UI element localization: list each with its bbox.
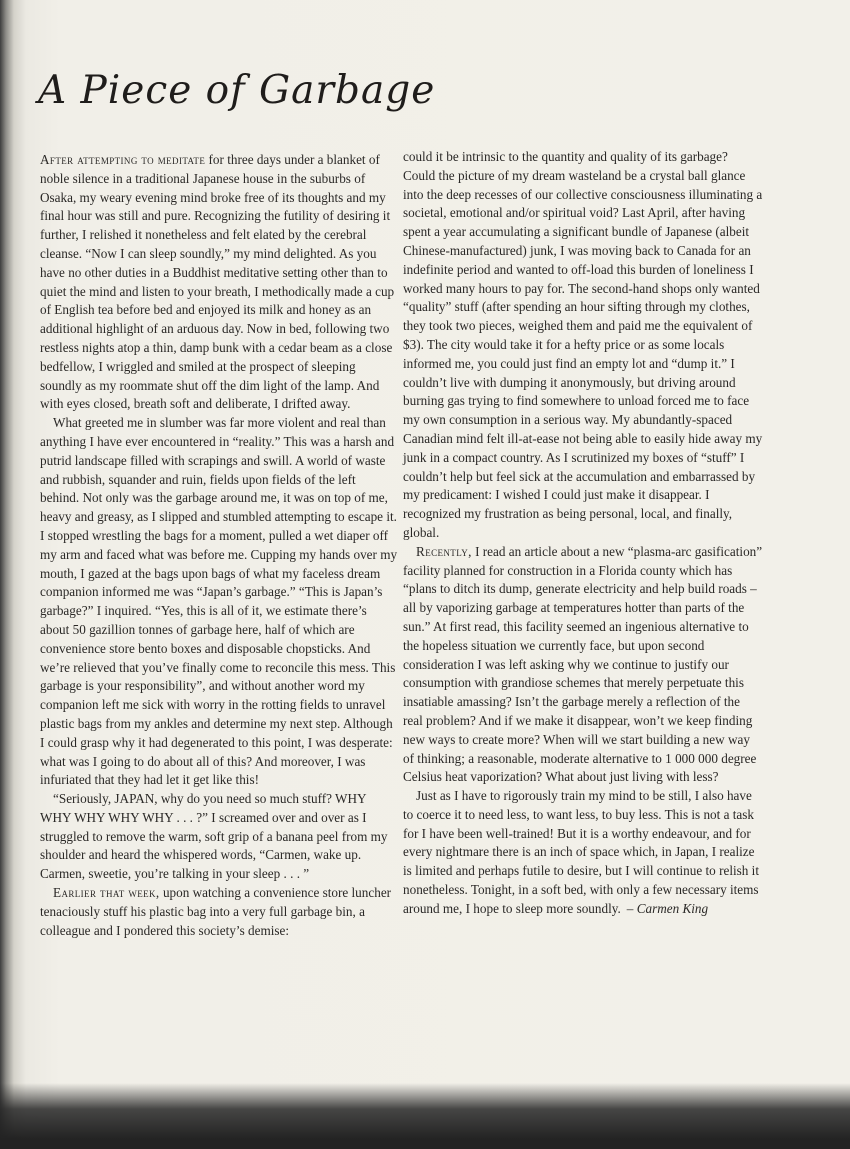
author-signature: – Carmen King [626,900,709,916]
lead-in: Earlier that week, [53,885,160,901]
right-column [403,148,763,919]
paragraph-text: upon watching a convenience store luncher tenaciously stuff his plastic bag into a very full garbage bin, a colleague and I pondered this society’s demise: [40,885,392,938]
paragraph-4 [40,884,398,940]
paragraph-1 [40,151,398,414]
paragraph-text: for three days under a blanket of noble silence in a traditional Japanese house in the suburbs of Osaka, my weary evening mind broke free of its thoughts and my final hour was still and pure. Recognizing the futility of desiring it further, I relished it nonetheless and felt elated by the cerebral cleanse. “Now I can sleep soundly,” my mind delighted. As you have no other duties in a Buddhist meditative setting other than to quiet the mind and listen to your breath, I methodically made a cup of English tea before bed and enjoyed its milk and honey as an additional highlight of an arduous day. Now in bed, following two restless nights atop a thin, damp bunk with a cedar beam as a close bedfellow, I wriggled and smiled at the prospect of sleeping soundly as my roommate shut off the dim light of the lamp. And with eyes closed, breath soft and deliberate, I drifted away. [40,152,395,412]
left-column [40,151,398,940]
paragraph-6 [403,543,763,787]
bottom-shadow [0,1069,850,1149]
paragraph-text: Just as I have to rigorously train my mind to be still, I also have to coerce it to need less, to want less, to buy less. This is not a task for I have been well-trained! But it is a worthy endeavour, and for every nightmare there is an inch of space which, in Japan, I realize is limited and perhaps futile to desire, but I will continue to relish it nonetheless. Tonight, in a soft bed, with only a few necessary items around me, I hope to sleep more soundly. [403,788,759,916]
lead-in: After attempting to meditate [40,152,206,167]
article-title: A Piece of Garbage [38,68,436,113]
paragraph-7 [403,787,763,919]
lead-in: Recently, [416,543,472,559]
paragraph-text: I read an article about a new “plasma-arc gasification” facility planned for construction in a Florida county which has “plans to ditch its dump, generate electricity and help build roads – all by vaporizing garbage at temperatures hotter than parts of the sun.” At first read, this facility seemed an ingenious alternative to the hopeless situation we currently face, but upon second consideration I was left asking why we continue to justify our consumption with grandiose schemes that merely perpetuate this insatiable amassing? Isn’t the garbage merely a reflection of the real problem? And if we make it disappear, won’t we keep finding new ways to create more? When will we start building a new way of thinking; a reasonable, moderate alternative to 1 000 000 degree Celsius heat vaporization? What about just living with less? [403,543,763,785]
paragraph-2: What greeted me in slumber was far more violent and real than anything I have ever encountered in “reality.” This was a harsh and putrid landscape filled with scrapings and swill. A world of waste and rubbish, squander and ruin, fields upon fields of the left behind. Not only was the garbage around me, it was on top of me, heavy and greasy, as I slipped and stumbled attempting to escape it. I stopped wrestling the bags for a moment, pulled a wet diaper off my arm and faced what was before me. Cupping my hands over my mouth, I gazed at the bags upon bags of what my faceless dream companion informed me was “Japan’s garbage.” “This is Japan’s garbage?” I inquired. “Yes, this is all of it, we estimate there’s about 50 gazillion tonnes of garbage here, half of which are convenience store bento boxes and disposable chopsticks. And we’re relieved that you’ve finally come to reconcile this mess. This garbage is your responsibility”, and without another word my companion left me sick with worry in the rotting fields to unravel plastic bags from my ankles and determine my next step. Although I could grasp why it had degenerated to this point, I was desperate: what was I going to do about all of this? And moreover, I was infuriated that they had let it get like this! [40,415,398,788]
paragraph-5: could it be intrinsic to the quantity and quality of its garbage? Could the picture of my dream wasteland be a crystal ball glance into the deep recesses of our collective consciousness illuminating a societal, emotional and/or spiritual void? Last April, after having spent a year accumulating a significant bundle of Japanese (albeit Chinese-manufactured) junk, I was moving back to Canada for an indefinite period and wanted to off-load this burden of loneliness I worked many hours to pay for. The second-hand shops only wanted “quality” stuff (after spending an hour sifting through my clothes, they took two pieces, weighed them and paid me the equivalent of $3). The city would take it for a hefty price or as some locals informed me, you could just find an empty lot and “dump it.” I couldn’t live with dumping it anonymously, but driving around burning gas trying to find somewhere to unload forced me to face my own consumption in a serious way. My abundantly-spaced Canadian mind felt ill-at-ease not being able to easily hide away my junk in a compact country. As I scrutinized my boxes of “stuff” I couldn’t help but feel sick at the accumulation and embarrassed by my predicament: I wished I could just make it disappear. I recognized my frustration as being personal, local, and finally, global. [403,149,763,540]
paragraph-3: “Seriously, JAPAN, why do you need so much stuff? WHY WHY WHY WHY WHY . . . ?” I screamed over and over as I struggled to remove the warm, soft grip of a banana peel from my shoulder and heard the whispered words, “Carmen, wake up. Carmen, sweetie, you’re talking in your sleep . . . ” [40,791,388,882]
